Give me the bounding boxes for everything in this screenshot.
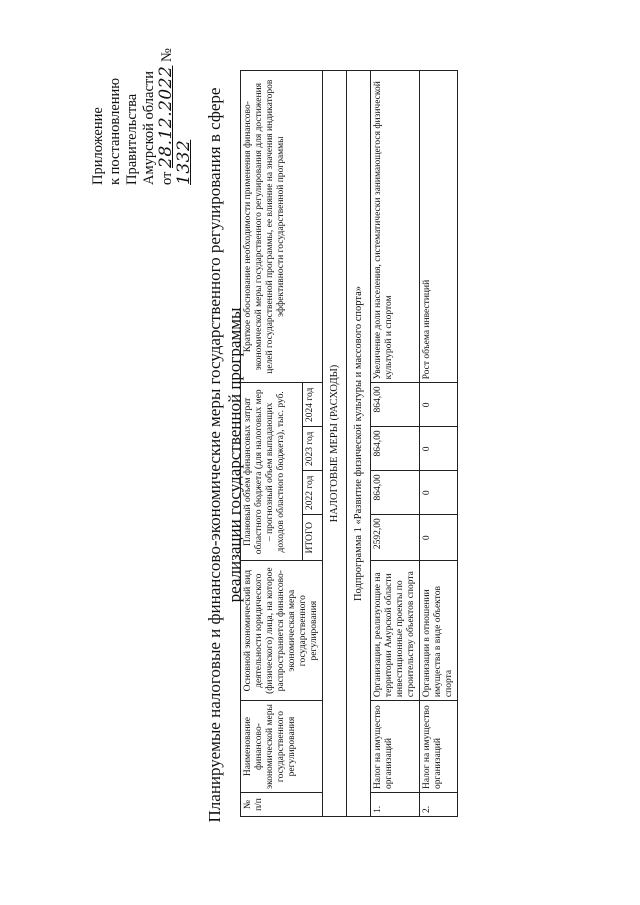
row-2024: 864,00 <box>371 383 420 427</box>
appendix-block <box>90 15 194 185</box>
subsection-title: Подпрограмма 1 «Развитие физической культуры и массового спорта» <box>347 71 371 817</box>
header-name: Наименование финансово-экономической меры государственного регулирования <box>241 701 323 793</box>
row-activity: Организации в отношении имущества в виде объектов спорта <box>420 561 458 701</box>
appendix-line3: Амурской области <box>141 71 157 185</box>
handwritten-date: 28.12.2022 <box>156 65 176 168</box>
date-prefix: от <box>159 171 175 185</box>
page-title: Планируемые налоговые и финансово-экономические меры государственного регулирования в сфере реализации государственной программы <box>205 87 244 823</box>
row-activity: Организации, реализующие на территории Амурской области инвестиционные проекты по строительству объектов спорта <box>371 561 420 701</box>
row-2023: 864,00 <box>371 427 420 471</box>
row-2024: 0 <box>420 383 458 427</box>
header-volume: Плановый объем финансовых затрат областного бюджета (для налоговых мер – прогнозный объем выпадающих доходов областного бюджета), тыс. руб. <box>241 383 303 561</box>
header-total: ИТОГО <box>302 515 322 561</box>
row-justification: Увеличение доли населения, систематически занимающегося физической культурой и спортом <box>371 71 420 383</box>
row-2023: 0 <box>420 427 458 471</box>
header-row <box>241 71 303 817</box>
measures-table <box>240 70 458 817</box>
header-2022: 2022 год <box>302 471 322 515</box>
header-2023: 2023 год <box>302 427 322 471</box>
number-prefix: № <box>159 48 175 62</box>
appendix-date-line <box>158 15 194 185</box>
row-2022: 0 <box>420 471 458 515</box>
row-name: Налог на имущество организаций <box>420 701 458 793</box>
header-num: № п/п <box>241 793 323 817</box>
section-title: НАЛОГОВЫЕ МЕРЫ (РАСХОДЫ) <box>323 71 347 817</box>
handwritten-number: 1332 <box>174 139 194 185</box>
table-row <box>420 71 458 817</box>
row-num: 1. <box>371 793 420 817</box>
appendix-line2: к постановлению Правительства <box>107 77 140 185</box>
row-total: 2592,00 <box>371 515 420 561</box>
section-row <box>323 71 347 817</box>
table-row <box>371 71 420 817</box>
header-2024: 2024 год <box>302 383 322 427</box>
row-name: Налог на имущество организаций <box>371 701 420 793</box>
appendix-line1: Приложение <box>90 107 106 185</box>
subsection-row <box>347 71 371 817</box>
row-total: 0 <box>420 515 458 561</box>
row-num: 2. <box>420 793 458 817</box>
header-activity: Основной экономический вид деятельности юридического (физического) лица, на которое распространяется финансово-экономическая мера государственного регулирования <box>241 561 323 701</box>
header-justification: Краткое обоснование необходимости применения финансово-экономической меры государственного регулирования для достижения целей государственной программы, ее влияние на значения индикаторов эффективности государственной программы <box>241 71 323 383</box>
row-2022: 864,00 <box>371 471 420 515</box>
row-justification: Рост объема инвестиций <box>420 71 458 383</box>
